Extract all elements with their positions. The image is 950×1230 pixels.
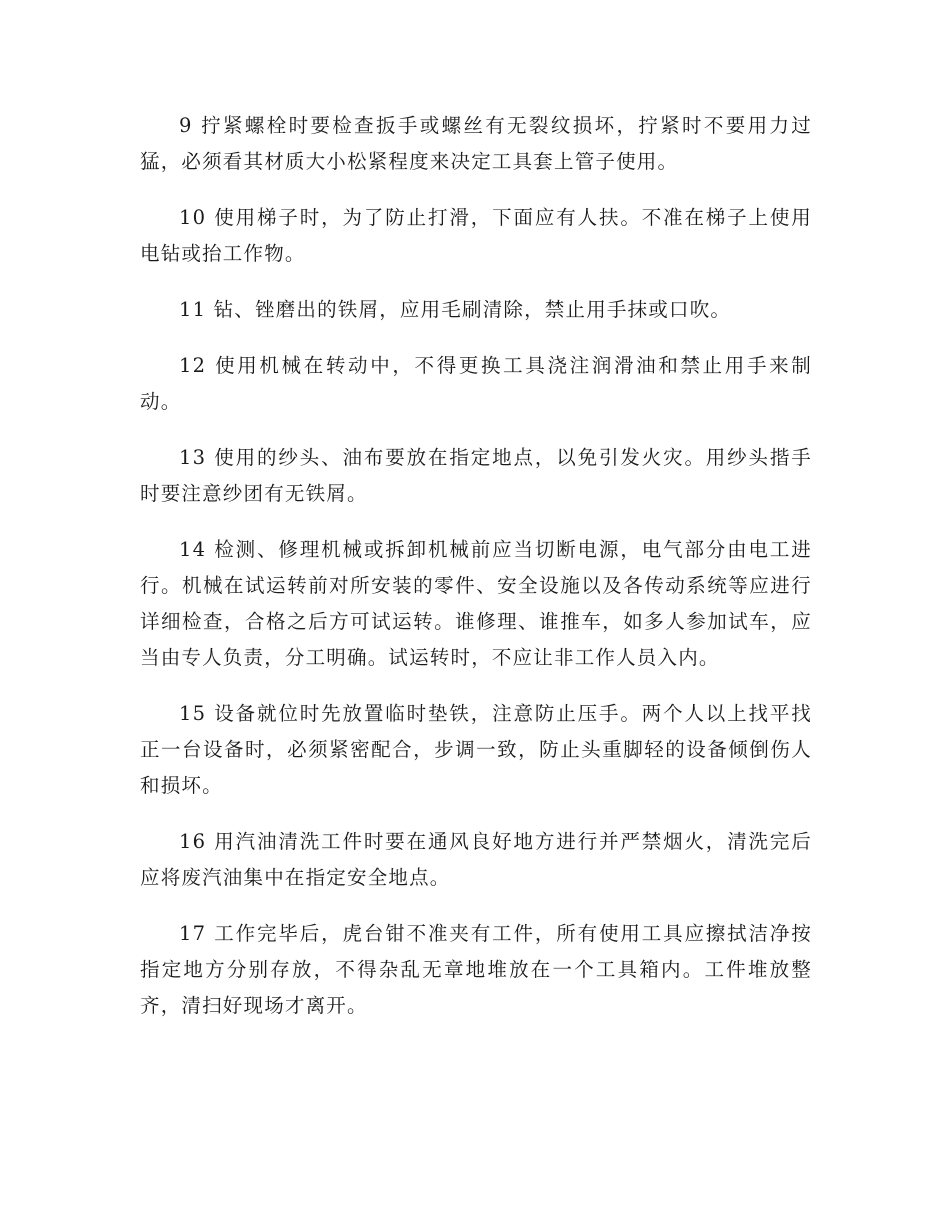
paragraph-item-14: 14 检测、修理机械或拆卸机械前应当切断电源，电气部分由电工进行。机械在试运转前对所安装的零件、安全设施以及各传动系统等应进行详细检查，合格之后方可试运转。谁修理、谁推车，如多人参加试车，应当由专人负责，分工明确。试运转时，不应让非工作人员入内。	[140, 538, 812, 669]
paragraph-item-17: 17 工作完毕后，虎台钳不准夹有工件，所有使用工具应擦拭洁净按指定地方分别存放，不得杂乱无章地堆放在一个工具箱内。工件堆放整齐，清扫好现场才离开。	[140, 922, 812, 1017]
paragraph-item-15: 15 设备就位时先放置临时垫铁，注意防止压手。两个人以上找平找正一台设备时，必须紧密配合，步调一致，防止头重脚轻的设备倾倒伤人和损坏。	[140, 702, 812, 797]
paragraph-item-11: 11 钻、锉磨出的铁屑，应用毛刷清除，禁止用手抹或口吹。	[179, 298, 732, 321]
paragraph-item-9: 9 拧紧螺栓时要检查扳手或螺丝有无裂纹损坏，拧紧时不要用力过猛，必须看其材质大小松紧程度来决定工具套上管子使用。	[140, 114, 812, 173]
paragraph-item-13: 13 使用的纱头、油布要放在指定地点，以免引发火灾。用纱头揩手时要注意纱团有无铁屑。	[140, 446, 812, 505]
paragraph-item-16: 16 用汽油清洗工件时要在通风良好地方进行并严禁烟火，清洗完后应将废汽油集中在指定安全地点。	[140, 830, 812, 889]
paragraph-item-12: 12 使用机械在转动中，不得更换工具浇注润滑油和禁止用手来制动。	[140, 354, 812, 413]
document-page	[140, 108, 812, 1044]
paragraph-item-10: 10 使用梯子时，为了防止打滑，下面应有人扶。不准在梯子上使用电钻或抬工作物。	[140, 206, 812, 265]
